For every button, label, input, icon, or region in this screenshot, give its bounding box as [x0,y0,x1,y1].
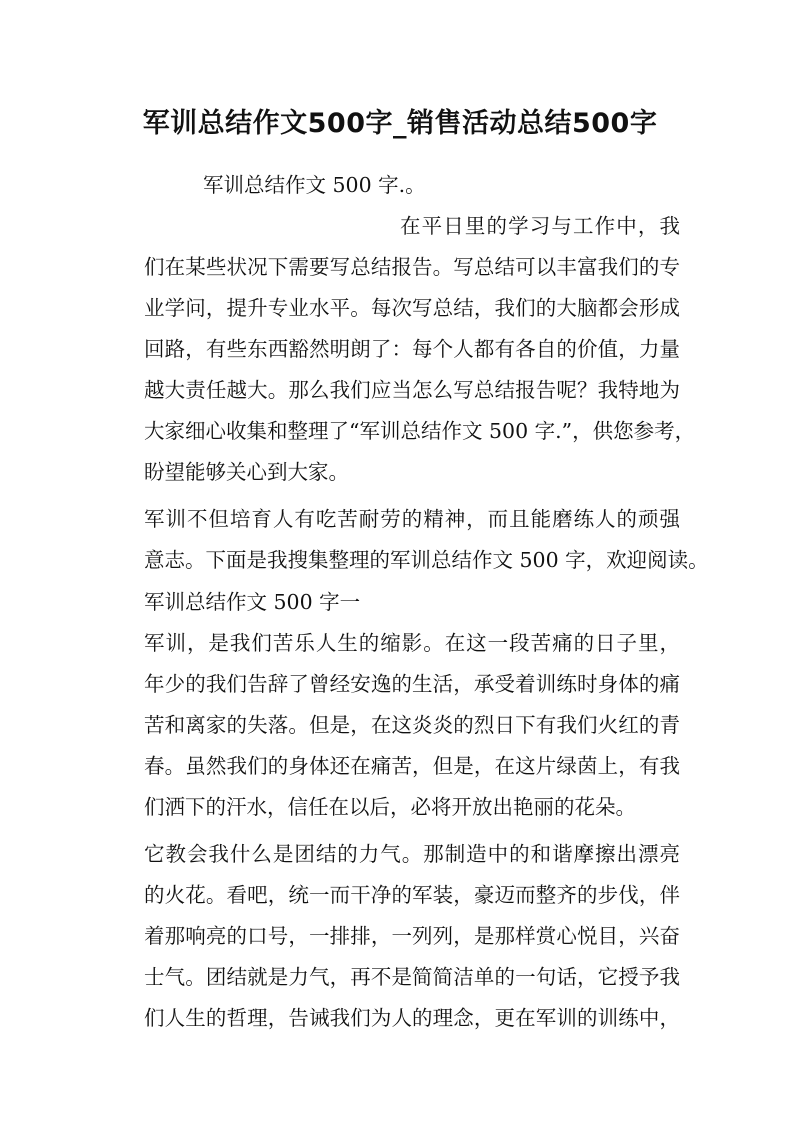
text-line: 的火花。看吧，统一而干净的军装，豪迈而整齐的步伐，伴 [144,883,680,907]
document-title: 军训总结作文500字_销售活动总结500字 [142,108,658,139]
text-line: 越大责任越大。那么我们应当怎么写总结报告呢？我特地为 [144,378,680,402]
text-line: 军训总结作文 500 字.。 [203,173,426,197]
text-line: 士气。团结就是力气，再不是简简洁单的一句话，它授予我 [144,965,680,989]
text-line: 军训不但培育人有吃苦耐劳的精神，而且能磨练人的顽强 [144,507,680,531]
text-line: 业学问，提升专业水平。每次写总结，我们的大脑都会形成 [144,296,680,320]
text-line: 盼望能够关心到大家。 [144,460,349,484]
text-line: 军训，是我们苦乐人生的缩影。在这一段苦痛的日子里， [144,631,680,655]
text-line: 们在某些状况下需要写总结报告。写总结可以丰富我们的专 [144,255,680,279]
text-line: 苦和离家的失落。但是，在这炎炎的烈日下有我们火红的青 [144,713,680,737]
text-line: 们洒下的汗水，信任在以后，必将开放出艳丽的花朵。 [144,795,636,819]
text-line: 意志。下面是我搜集整理的军训总结作文 500 字，欢迎阅读。 [144,548,709,572]
text-line: 们人生的哲理，告诫我们为人的理念，更在军训的训练中， [144,1006,680,1030]
text-line: 回路，有些东西豁然明朗了：每个人都有各自的价值，力量 [144,337,680,361]
text-line: 春。虽然我们的身体还在痛苦，但是，在这片绿茵上，有我 [144,754,680,778]
text-line: 年少的我们告辞了曾经安逸的生活，承受着训练时身体的痛 [144,672,680,696]
text-line: 大家细心收集和整理了“军训总结作文 500 字.”，供您参考， [144,419,696,443]
text-line: 在平日里的学习与工作中，我 [400,214,680,238]
text-line: 着那响亮的口号，一排排，一列列，是那样赏心悦目，兴奋 [144,924,680,948]
text-line: 它教会我什么是团结的力气。那制造中的和谐摩擦出漂亮 [144,842,680,866]
text-line: 军训总结作文 500 字一 [144,590,361,614]
